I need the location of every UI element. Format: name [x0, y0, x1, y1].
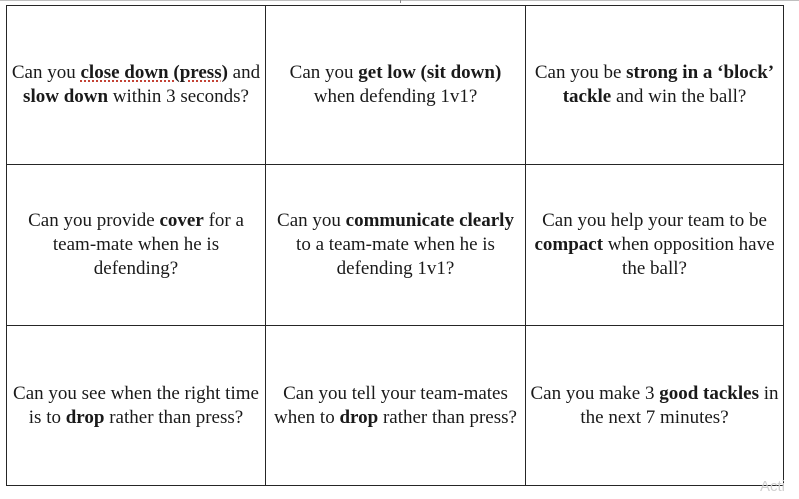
- challenge-cell[interactable]: [7, 326, 266, 486]
- cell-text: and win the ball?: [611, 86, 747, 107]
- cell-text: Can you make 3: [530, 382, 660, 404]
- cell-text: when opposition have the ball?: [603, 234, 775, 279]
- challenge-cell[interactable]: [7, 6, 266, 165]
- cell-text: for a team-mate when he is defending?: [52, 210, 244, 279]
- emphasis-text: get low (sit down): [358, 62, 502, 83]
- grid-row: [7, 326, 784, 486]
- cell-text: Can you: [277, 210, 346, 231]
- cell-text: to a team-mate when he is defending 1v1?: [296, 234, 495, 279]
- activation-watermark: Acti: [760, 478, 786, 495]
- cell-text: Can you see when the right time is to: [13, 382, 259, 428]
- challenge-cell[interactable]: [526, 165, 784, 326]
- emphasis-text: compact: [534, 234, 604, 255]
- challenge-cell[interactable]: [7, 165, 266, 326]
- emphasis-text: communicate clearly: [345, 210, 514, 231]
- grid-row: [7, 165, 784, 326]
- cell-text: Can you help your team to be: [542, 210, 767, 231]
- cell-text: within 3 seconds?: [108, 86, 249, 107]
- cell-text: rather than press?: [104, 406, 244, 428]
- grid-row: [7, 6, 784, 165]
- cell-text: Can you tell your team-mates when to: [274, 382, 508, 428]
- challenge-card-grid: [6, 5, 784, 486]
- cell-text: and: [227, 62, 261, 83]
- cell-text: Can you provide: [28, 210, 160, 231]
- challenge-cell[interactable]: [526, 6, 784, 165]
- cell-text: rather than press?: [378, 406, 517, 428]
- challenge-cell[interactable]: [266, 165, 526, 326]
- emphasis-text: strong in a ‘block’ tackle: [562, 62, 775, 107]
- ruler-tick-mark: [400, 0, 401, 3]
- cell-text: in the next 7 minutes?: [580, 382, 779, 428]
- emphasis-text: slow down: [23, 86, 109, 107]
- emphasis-text: drop: [339, 406, 379, 428]
- cell-text: Can you: [289, 62, 359, 83]
- cell-text: Can you: [11, 62, 81, 83]
- emphasis-text: close down (press): [80, 62, 228, 83]
- challenge-cell[interactable]: [266, 6, 526, 165]
- challenge-cell[interactable]: [526, 326, 784, 486]
- emphasis-text: cover: [159, 210, 204, 231]
- emphasis-text: drop: [65, 406, 105, 428]
- cell-text: Can you be: [534, 62, 627, 83]
- challenge-cell[interactable]: [266, 326, 526, 486]
- emphasis-text: good tackles: [659, 382, 759, 404]
- cell-text: when defending 1v1?: [313, 86, 478, 107]
